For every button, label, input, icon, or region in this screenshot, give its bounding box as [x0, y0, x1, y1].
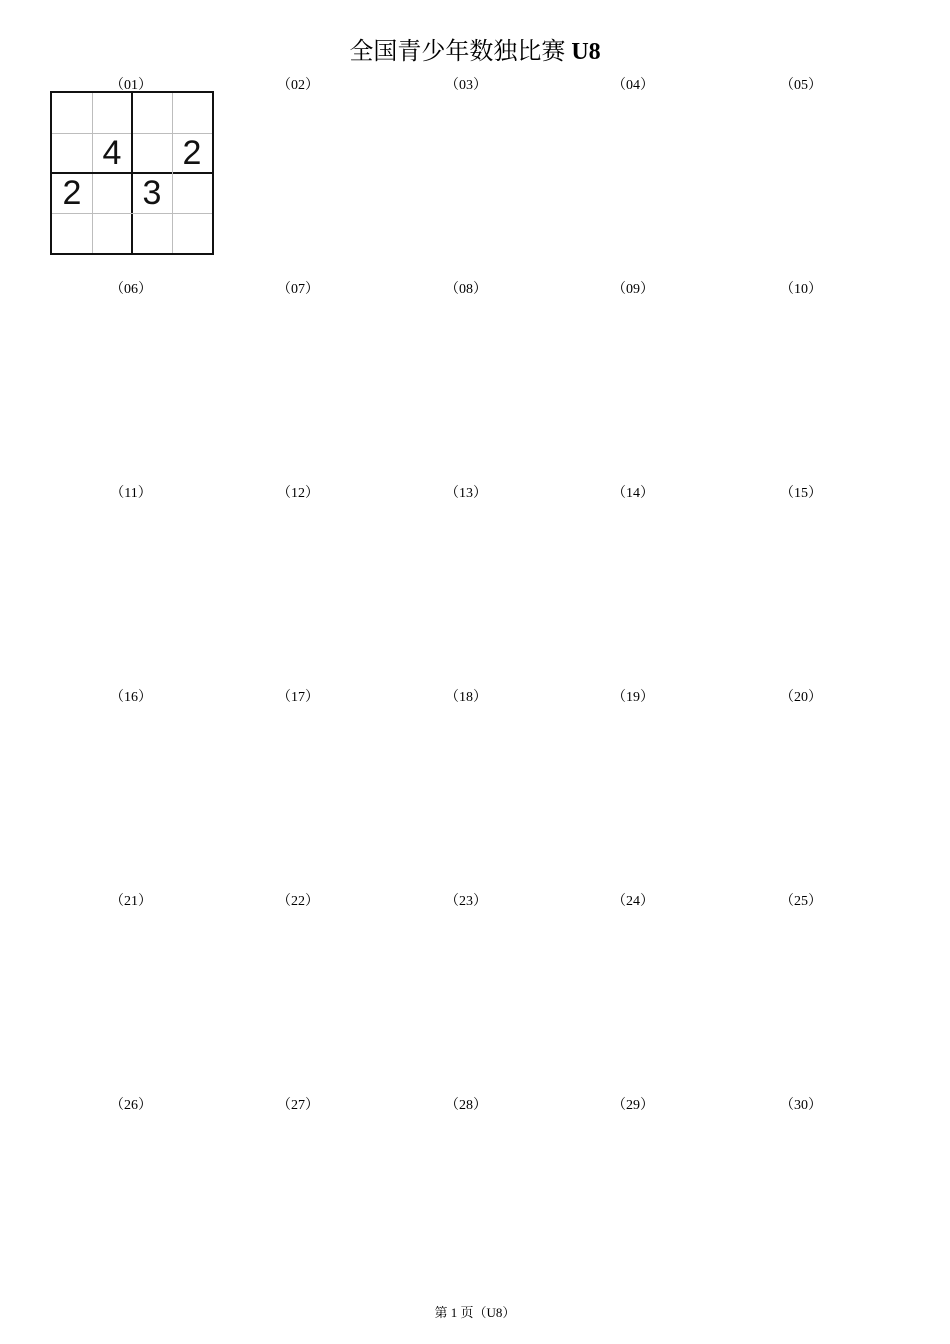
- title-code: U8: [571, 39, 601, 65]
- sudoku-cell[interactable]: [92, 173, 132, 213]
- puzzle-number-label: （17）: [277, 690, 319, 705]
- puzzle-slot: [382, 689, 550, 893]
- puzzle-number-label: （24）: [612, 894, 654, 909]
- puzzle-number-label: （12）: [277, 486, 319, 501]
- puzzle-number-label: （10）: [780, 282, 822, 297]
- sudoku-cell[interactable]: [92, 213, 132, 253]
- puzzle-number-label: （03）: [445, 78, 487, 93]
- puzzle-number-label: （25）: [780, 894, 822, 909]
- puzzle-number-label: （04）: [612, 78, 654, 93]
- puzzle-slot: [549, 77, 717, 281]
- puzzle-slot: [382, 485, 550, 689]
- page-footer: 第 1 页（U8）: [434, 1305, 516, 1320]
- puzzle-number-label: （26）: [110, 1098, 152, 1113]
- puzzle-number-label: （16）: [110, 690, 152, 705]
- sudoku-cell[interactable]: [132, 133, 172, 173]
- puzzle-slot: [382, 1097, 550, 1301]
- puzzle-slot: [549, 689, 717, 893]
- puzzle-number-label: （14）: [612, 486, 654, 501]
- sudoku-4x4-board: [50, 91, 214, 255]
- sudoku-cell[interactable]: [132, 213, 172, 253]
- puzzle-number-label: （13）: [445, 486, 487, 501]
- sudoku-cell[interactable]: 3: [142, 174, 162, 212]
- puzzle-number-label: （28）: [445, 1098, 487, 1113]
- puzzle-slot: [47, 485, 215, 689]
- puzzle-slot: [214, 1097, 382, 1301]
- puzzle-number-label: （11）: [110, 486, 152, 501]
- puzzle-slot: [382, 893, 550, 1097]
- puzzle-number-label: （29）: [612, 1098, 654, 1113]
- puzzle-slot: [214, 281, 382, 485]
- puzzle-number-label: （01）: [110, 78, 152, 93]
- puzzle-slot: [717, 77, 885, 281]
- sudoku-cell[interactable]: [172, 213, 212, 253]
- puzzle-number-label: （09）: [612, 282, 654, 297]
- puzzle-slot: [549, 1097, 717, 1301]
- sudoku-cell[interactable]: 4: [102, 134, 122, 172]
- sudoku-cell[interactable]: 2: [62, 174, 82, 212]
- sudoku-cell[interactable]: [92, 93, 132, 133]
- puzzle-slot: [47, 893, 215, 1097]
- puzzle-number-label: （05）: [780, 78, 822, 93]
- puzzle-number-label: （08）: [445, 282, 487, 297]
- sudoku-cell[interactable]: [52, 133, 92, 173]
- puzzle-number-label: （07）: [277, 282, 319, 297]
- puzzle-slot: [214, 77, 382, 281]
- puzzle-number-label: （06）: [110, 282, 152, 297]
- puzzle-number-label: （21）: [110, 894, 152, 909]
- puzzle-slot: [717, 893, 885, 1097]
- puzzle-slot: [47, 281, 215, 485]
- puzzle-number-label: （19）: [612, 690, 654, 705]
- puzzle-slot: [382, 77, 550, 281]
- title-text: 全国青少年数独比赛: [349, 37, 566, 65]
- puzzle-slot: [549, 281, 717, 485]
- puzzle-number-label: （30）: [780, 1098, 822, 1113]
- puzzle-number-label: （23）: [445, 894, 487, 909]
- puzzle-slot: [382, 281, 550, 485]
- puzzle-number-label: （15）: [780, 486, 822, 501]
- puzzle-slot: [717, 1097, 885, 1301]
- puzzle-slot: [47, 77, 215, 281]
- puzzle-number-label: （22）: [277, 894, 319, 909]
- puzzle-number-label: （20）: [780, 690, 822, 705]
- puzzle-number-label: （02）: [277, 78, 319, 93]
- puzzle-slot: [47, 689, 215, 893]
- sudoku-cell[interactable]: 2: [182, 134, 202, 172]
- puzzle-slot: [549, 485, 717, 689]
- puzzle-slot: [717, 281, 885, 485]
- sudoku-cell[interactable]: [172, 93, 212, 133]
- puzzle-number-label: （18）: [445, 690, 487, 705]
- puzzle-number-label: （27）: [277, 1098, 319, 1113]
- puzzle-slot: [549, 893, 717, 1097]
- puzzle-slot: [717, 689, 885, 893]
- sudoku-cell[interactable]: [52, 213, 92, 253]
- sudoku-cell[interactable]: [132, 93, 172, 133]
- puzzle-slot: [214, 485, 382, 689]
- puzzle-slot: [214, 689, 382, 893]
- puzzle-slot: [214, 893, 382, 1097]
- sudoku-cell[interactable]: [52, 93, 92, 133]
- puzzle-slot: [47, 1097, 215, 1301]
- puzzle-slot: [717, 485, 885, 689]
- sudoku-cell[interactable]: [172, 173, 212, 213]
